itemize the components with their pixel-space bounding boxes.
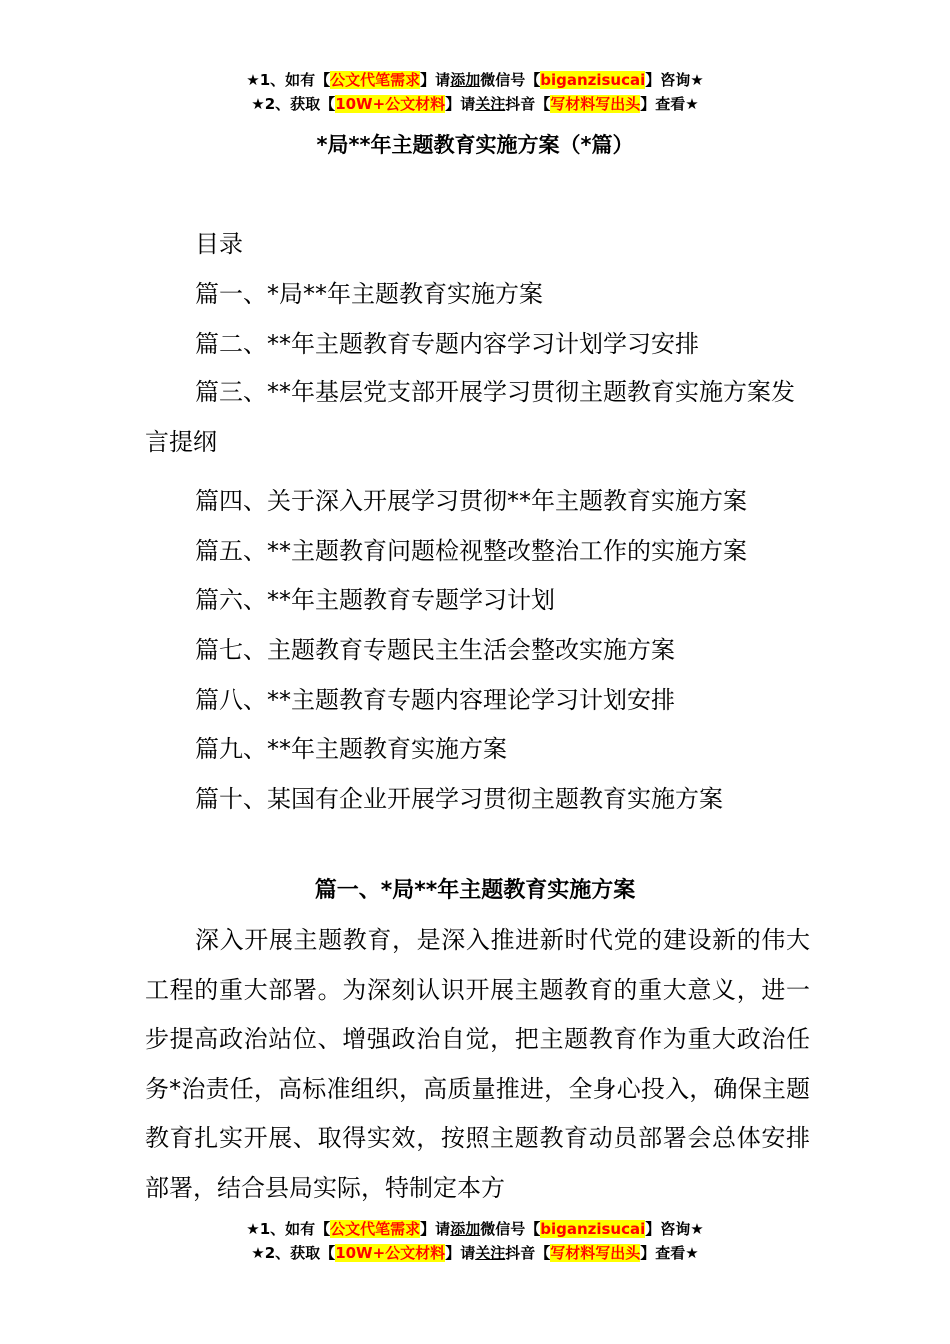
toc-item: 篇六、**年主题教育专题学习计划 <box>195 586 555 615</box>
banner-text: ★1、如有【 <box>246 71 331 89</box>
toc-item: 篇八、**主题教育专题内容理论学习计划安排 <box>195 685 675 714</box>
banner-underlined: 关注 <box>475 95 506 113</box>
banner-text: ★1、如有【 <box>246 1220 331 1238</box>
toc-item: 篇一、*局**年主题教育实施方案 <box>195 280 543 308</box>
banner-text: 】咨询★ <box>645 71 704 89</box>
banner-text: 微信号【 <box>480 71 541 89</box>
banner-highlight: 写材料写出头 <box>550 1244 641 1262</box>
banner-highlight: biganzisucai <box>540 1220 646 1238</box>
banner-highlight: 公文代笔需求 <box>330 1220 421 1238</box>
body-paragraph: 深入开展主题教育，是深入推进新时代党的建设新的伟大工程的重大部署。为深刻认识开展主题教育的重大意义，进一步提高政治站位、增强政治自觉，把主题教育作为重大政治任务*治责任，高标准组织，高质量推进，全身心投入，确保主题教育扎实开展、取得实效，按照主题教育动员部署会总体安排部署，结合县局实际，特制定本方 <box>145 926 810 1202</box>
banner-text: ★2、获取【 <box>251 95 336 113</box>
section-title: 篇一、*局**年主题教育实施方案 <box>314 878 636 903</box>
banner-text: 】请 <box>420 1220 451 1238</box>
banner-text: 】请 <box>420 71 451 89</box>
banner-line-2 <box>0 92 950 116</box>
banner-text: 】查看★ <box>640 1244 699 1262</box>
banner-highlight: biganzisucai <box>540 71 646 89</box>
toc-item: 篇二、**年主题教育专题内容学习计划学习安排 <box>195 329 699 358</box>
banner-text: 抖音【 <box>505 1244 551 1262</box>
document-title: *局**年主题教育实施方案（*篇） <box>316 133 634 157</box>
banner-text: 微信号【 <box>480 1220 541 1238</box>
banner-text: 】咨询★ <box>645 1220 704 1238</box>
banner-highlight: 公文代笔需求 <box>330 71 421 89</box>
banner-text: 】请 <box>445 95 476 113</box>
banner-text: 】请 <box>445 1244 476 1262</box>
banner-highlight: 10W+公文材料 <box>335 95 446 113</box>
footer-banner <box>0 1217 950 1265</box>
banner-underlined: 添加 <box>450 1220 481 1238</box>
toc-heading: 目录 <box>195 230 243 258</box>
banner-text: ★2、获取【 <box>251 1244 336 1262</box>
banner-line-1 <box>0 68 950 92</box>
toc-item: 篇十、某国有企业开展学习贯彻主题教育实施方案 <box>195 784 723 813</box>
toc-item: 篇五、**主题教育问题检视整改整治工作的实施方案 <box>195 536 747 565</box>
banner-text: 】查看★ <box>640 95 699 113</box>
banner-underlined: 关注 <box>475 1244 506 1262</box>
banner-line-1 <box>0 1217 950 1241</box>
banner-highlight: 写材料写出头 <box>550 95 641 113</box>
toc-item: 篇七、主题教育专题民主生活会整改实施方案 <box>195 635 675 664</box>
banner-text: 抖音【 <box>505 95 551 113</box>
toc-item: 篇三、**年基层党支部开展学习贯彻主题教育实施方案发言提纲 <box>145 378 795 456</box>
banner-highlight: 10W+公文材料 <box>335 1244 446 1262</box>
banner-line-2 <box>0 1241 950 1265</box>
table-of-contents <box>145 278 810 832</box>
banner-underlined: 添加 <box>450 71 481 89</box>
toc-item: 篇九、**年主题教育实施方案 <box>195 735 507 764</box>
toc-item: 篇四、关于深入开展学习贯彻**年主题教育实施方案 <box>195 487 747 516</box>
header-banner <box>0 68 950 116</box>
